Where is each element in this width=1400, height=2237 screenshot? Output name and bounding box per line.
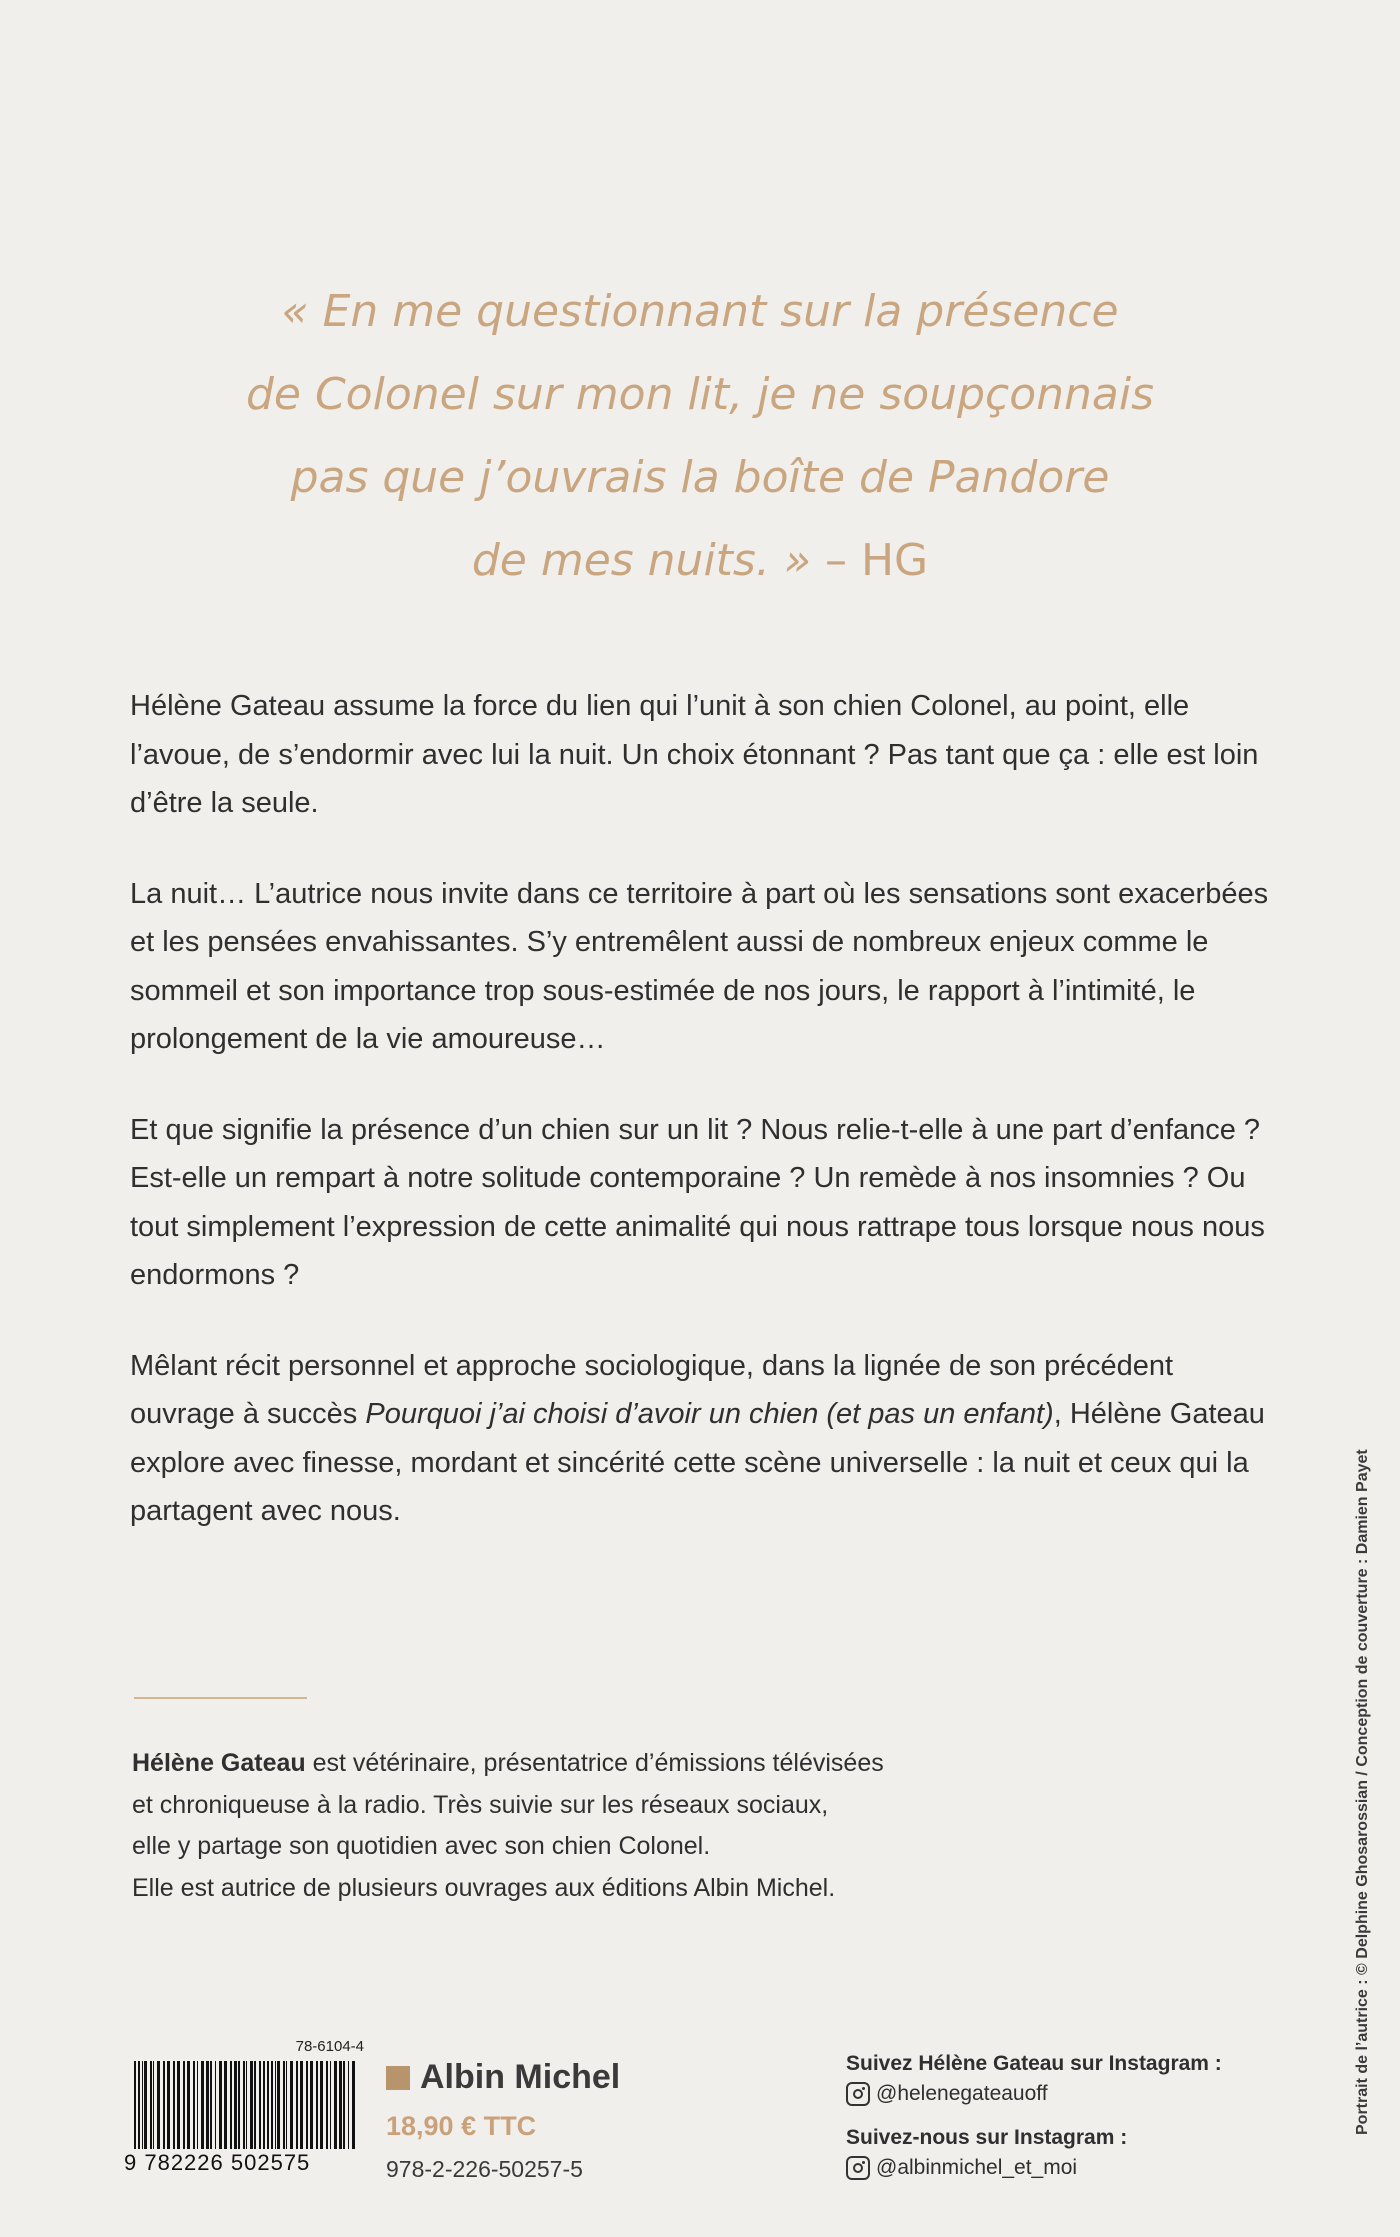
barcode-bar bbox=[267, 2061, 269, 2149]
blurb bbox=[130, 682, 1280, 1578]
pull-quote bbox=[190, 270, 1210, 602]
barcode-bar bbox=[138, 2061, 140, 2149]
instagram-icon bbox=[846, 2156, 870, 2180]
barcode-bar bbox=[286, 2061, 287, 2149]
barcode-bar bbox=[306, 2061, 308, 2149]
barcode-bar bbox=[271, 2061, 273, 2149]
barcode-bar bbox=[300, 2061, 303, 2149]
barcode-bar bbox=[339, 2061, 342, 2149]
publisher-logo bbox=[386, 2058, 620, 2097]
barcode-bar bbox=[150, 2061, 152, 2149]
barcode-bar bbox=[206, 2061, 209, 2149]
barcode-bar bbox=[224, 2061, 227, 2149]
bio-line: et chroniqueuse à la radio. Très suivie sur les réseaux sociaux, bbox=[132, 1790, 829, 1819]
barcode-bar bbox=[193, 2061, 195, 2149]
social-label-publisher: Suivez-nous sur Instagram : bbox=[846, 2126, 1128, 2149]
bio-line-1-rest: est vétérinaire, présentatrice d’émissions télévisées bbox=[305, 1749, 884, 1777]
quote-line: « En me questionnant sur la présence bbox=[281, 286, 1119, 337]
barcode-bar bbox=[254, 2061, 256, 2149]
publisher-instagram-handle: @albinmichel_et_moi bbox=[876, 2156, 1078, 2179]
author-instagram-handle: @helenegateauoff bbox=[876, 2082, 1048, 2105]
barcode-bar bbox=[201, 2061, 204, 2149]
barcode-bar bbox=[352, 2061, 355, 2149]
barcode-bar bbox=[144, 2061, 147, 2149]
barcode-bar bbox=[259, 2061, 261, 2149]
bio-line: elle y partage son quotidien avec son chien Colonel. bbox=[132, 1832, 711, 1860]
barcode-bar bbox=[277, 2061, 280, 2149]
barcode-bar bbox=[343, 2061, 345, 2149]
author-name: Hélène Gateau bbox=[132, 1749, 306, 1777]
publisher-block bbox=[386, 2058, 620, 2183]
blurb-paragraph-3: Et que signifie la présence d’un chien sur un lit ? Nous relie-t-elle à une part d’enfance ? Est-elle un rempart à notre solitude contemporaine ? Un remède à nos insomnies ? Ou tout simplement l’expression de cette animalité qui nous rattrape tous lorsque nous nous endormons ? bbox=[130, 1113, 1265, 1291]
barcode-bar bbox=[246, 2061, 247, 2149]
previous-book-title: Pourquoi j’ai choisi d’avoir un chien (et pas un enfant) bbox=[365, 1398, 1054, 1430]
cover-credits: Portrait de l’autrice : © Delphine Ghosarossian / Conception de couverture : Damien Payet bbox=[1354, 1449, 1371, 2135]
barcode-bar bbox=[142, 2061, 143, 2149]
barcode-bar bbox=[250, 2061, 253, 2149]
bio-line bbox=[132, 1743, 1132, 1785]
social-handle-publisher bbox=[846, 2156, 1222, 2180]
price: 18,90 € TTC bbox=[386, 2111, 537, 2141]
quote-line: pas que j’ouvrais la boîte de Pandore bbox=[290, 452, 1110, 503]
quote-signature: – HG bbox=[810, 535, 929, 586]
barcode-bar bbox=[234, 2061, 237, 2149]
barcode-bar bbox=[310, 2061, 313, 2149]
barcode-bar bbox=[296, 2061, 298, 2149]
isbn: 978-2-226-50257-5 bbox=[386, 2156, 583, 2182]
barcode-bar bbox=[334, 2061, 337, 2149]
quote-last-text: de mes nuits. » bbox=[471, 535, 811, 586]
barcode bbox=[124, 2038, 364, 2188]
publisher-name: Albin Michel bbox=[420, 2058, 621, 2096]
barcode-bar bbox=[316, 2061, 318, 2149]
barcode-bars bbox=[130, 2061, 360, 2149]
barcode-bar bbox=[326, 2061, 328, 2149]
bio-line: Elle est autrice de plusieurs ouvrages aux éditions Albin Michel. bbox=[132, 1873, 836, 1902]
barcode-bar bbox=[320, 2061, 323, 2149]
divider bbox=[134, 1697, 307, 1699]
social-handle-author bbox=[846, 2082, 1222, 2106]
barcode-bar bbox=[230, 2061, 232, 2149]
barcode-bar bbox=[238, 2061, 240, 2149]
barcode-bar bbox=[348, 2061, 349, 2149]
barcode-bar bbox=[157, 2061, 160, 2149]
author-bio bbox=[132, 1743, 1132, 1909]
barcode-bar bbox=[177, 2061, 180, 2149]
barcode-bar bbox=[243, 2061, 245, 2149]
blurb-paragraph-4 bbox=[130, 1342, 1280, 1536]
barcode-bar bbox=[290, 2061, 293, 2149]
blurb-paragraph-1: Hélène Gateau assume la force du lien qui l’unit à son chien Colonel, au point, elle l’avoue, de s’endormir avec lui la nuit. Un choix étonnant ? Pas tant que ça : elle est loin d’être la seule. bbox=[130, 690, 1259, 819]
quote-line: de Colonel sur mon lit, je ne soupçonnais bbox=[245, 369, 1155, 420]
blurb-p4-end: , Hélène Gateau explore avec finesse, mordant et sincérité cette scène universelle : la nuit et ceux qui la partagent avec nous. bbox=[130, 1398, 1265, 1527]
quote-line bbox=[190, 519, 1210, 602]
blurb-p4-start: Mêlant récit personnel et approche sociologique, dans la lignée de son précédent ouvrage à succès bbox=[130, 1349, 1174, 1430]
barcode-bar bbox=[173, 2061, 175, 2149]
barcode-bar bbox=[167, 2061, 170, 2149]
barcode-bar bbox=[330, 2061, 331, 2149]
barcode-bar bbox=[275, 2061, 276, 2149]
barcode-bar bbox=[153, 2061, 154, 2149]
barcode-bar bbox=[197, 2061, 198, 2149]
blurb-paragraph-2: La nuit… L’autrice nous invite dans ce territoire à part où les sensations sont exacerbées et les pensées envahissantes. S’y entremêlent aussi de nombreux enjeux comme le sommeil et son importance trop sous-estimée de nos jours, le rapport à l’intimité, le prolongement de la vie amoureuse… bbox=[130, 877, 1269, 1055]
publisher-square-icon bbox=[386, 2066, 410, 2090]
barcode-bar bbox=[134, 2061, 136, 2149]
barcode-bar bbox=[215, 2061, 216, 2149]
instagram-icon bbox=[846, 2082, 870, 2106]
barcode-top-code: 78-6104-4 bbox=[295, 2038, 364, 2055]
barcode-bar bbox=[183, 2061, 185, 2149]
social-block bbox=[846, 2052, 1222, 2180]
barcode-bar bbox=[283, 2061, 285, 2149]
barcode-bar bbox=[263, 2061, 265, 2149]
barcode-digits: 9 782226 502575 bbox=[124, 2150, 311, 2175]
barcode-bar bbox=[210, 2061, 212, 2149]
barcode-bar bbox=[187, 2061, 190, 2149]
barcode-bar bbox=[163, 2061, 165, 2149]
barcode-bar bbox=[219, 2061, 222, 2149]
social-label-author: Suivez Hélène Gateau sur Instagram : bbox=[846, 2052, 1222, 2075]
